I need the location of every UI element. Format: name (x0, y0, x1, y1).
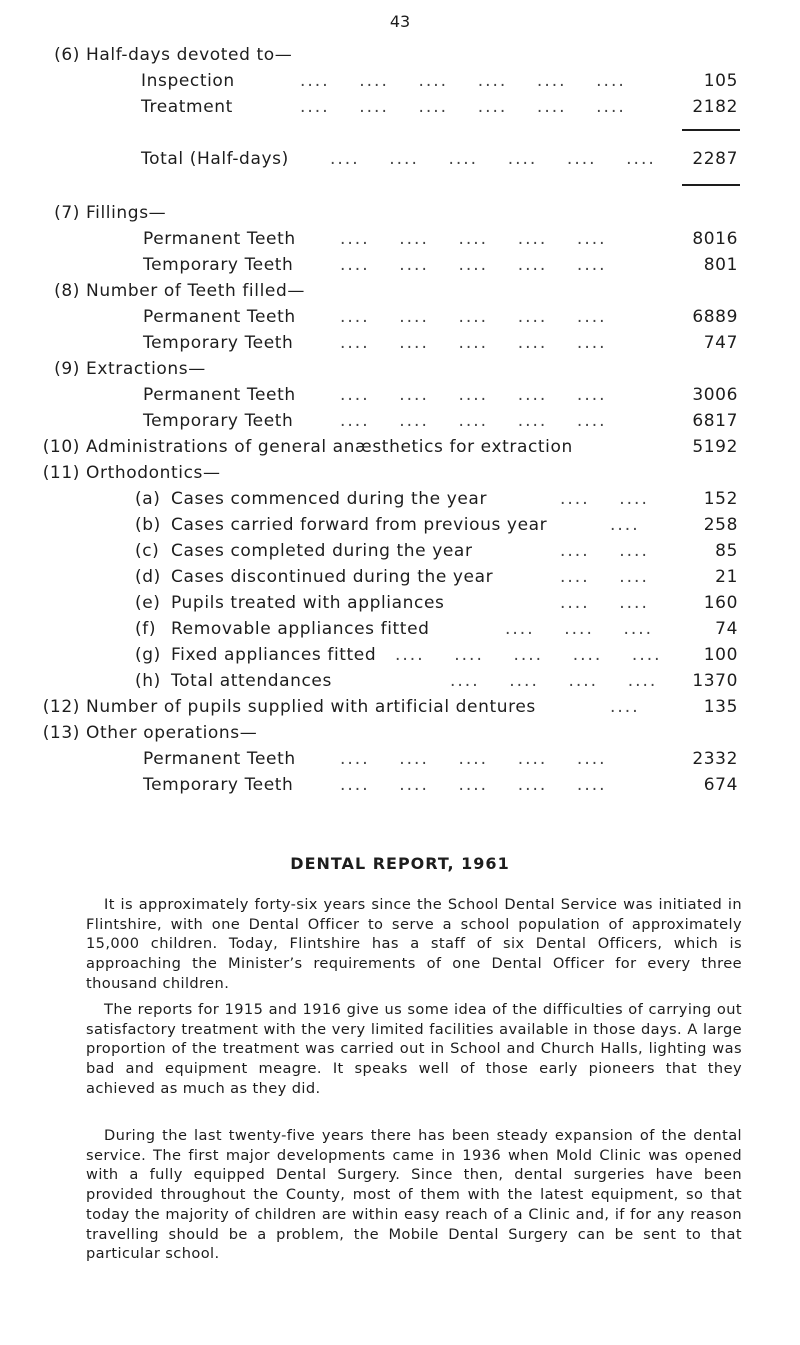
row-value: 160 (703, 593, 738, 613)
row-label: Pupils treated with appliances (171, 593, 445, 613)
orthodontics-row (0, 593, 800, 617)
row-label: Number of pupils supplied with artificial dentures (86, 697, 536, 717)
leader-dots: .... .... .... (505, 619, 654, 639)
row-value: 5192 (692, 437, 738, 457)
leader-dots: .... (610, 515, 640, 535)
leader-dots: .... .... (560, 541, 649, 561)
item-letter: (f) (135, 619, 157, 639)
section-7-heading (0, 203, 800, 227)
row-value: 135 (703, 697, 738, 717)
row-label: Inspection (141, 71, 235, 91)
leader-dots: .... .... .... .... (450, 671, 658, 691)
orthodontics-row (0, 567, 800, 591)
orthodontics-row (0, 515, 800, 539)
item-letter: (c) (135, 541, 160, 561)
report-paragraph: It is approximately forty-six years since the School Dental Service was initiated in Flintshire, with one Dental Officer to serve a school population of approximately 15,000 children. Today, Flintshire has a staff of six Dental Officers, which is approaching the Minister’s requirements of one Dental Officer for every three thousand children. (86, 896, 742, 992)
row-label: Permanent Teeth (143, 307, 296, 327)
filled-temporary-row (0, 333, 800, 357)
leader-dots: .... .... (560, 567, 649, 587)
row-label: Total attendances (171, 671, 332, 691)
row-value: 6889 (692, 307, 738, 327)
row-label: Cases carried forward from previous year (171, 515, 548, 535)
section-number: (13) (42, 723, 80, 743)
treatment-row (0, 97, 800, 121)
extractions-permanent-row (0, 385, 800, 409)
section-9-heading (0, 359, 800, 383)
leader-dots: .... .... .... .... .... (395, 645, 662, 665)
section-number: (8) (54, 281, 80, 301)
leader-dots: .... .... .... .... .... (340, 385, 607, 405)
leader-dots: .... .... .... .... .... .... (330, 149, 656, 169)
orthodontics-row (0, 489, 800, 513)
leader-dots: .... .... .... .... .... (340, 775, 607, 795)
section-title: Other operations— (86, 723, 258, 743)
row-value: 100 (703, 645, 738, 665)
section-12-row (0, 697, 800, 721)
item-letter: (g) (135, 645, 161, 665)
row-label: Treatment (141, 97, 233, 117)
section-number: (7) (54, 203, 80, 223)
row-value: 8016 (692, 229, 738, 249)
inspection-row (0, 71, 800, 95)
section-title: Number of Teeth filled— (86, 281, 305, 301)
section-13-heading (0, 723, 800, 747)
orthodontics-row (0, 541, 800, 565)
leader-dots: .... .... (560, 489, 649, 509)
fillings-permanent-row (0, 229, 800, 253)
row-value: 1370 (692, 671, 738, 691)
extractions-temporary-row (0, 411, 800, 435)
item-letter: (h) (135, 671, 161, 691)
row-label: Total (Half-days) (141, 149, 289, 169)
total-half-days-row (0, 149, 800, 173)
item-letter: (a) (135, 489, 161, 509)
row-label: Permanent Teeth (143, 749, 296, 769)
orthodontics-row (0, 671, 800, 695)
row-value: 747 (703, 333, 738, 353)
fillings-temporary-row (0, 255, 800, 279)
subtotal-rule (682, 129, 740, 131)
leader-dots: .... .... .... .... .... (340, 255, 607, 275)
section-11-heading (0, 463, 800, 487)
report-paragraph: During the last twenty-five years there has been steady expansion of the dental service. The first major developments came in 1936 when Mold Clinic was opened with a fully equipped Dental Surgery. Since then, dental surgeries have been provided throughout the County, most of them with the latest equipment, so that today the majority of children are within easy reach of a Clinic and, if for any reason travelling should be a problem, the Mobile Dental Surgery can be sent to that particular school. (86, 1127, 742, 1263)
row-label: Administrations of general anæsthetics for extraction (86, 437, 573, 457)
orthodontics-row (0, 645, 800, 669)
leader-dots: .... (610, 697, 640, 717)
other-ops-permanent-row (0, 749, 800, 773)
leader-dots: .... .... .... .... .... .... (300, 71, 626, 91)
section-title: Half-days devoted to— (86, 45, 293, 65)
row-value: 6817 (692, 411, 738, 431)
row-value: 2287 (692, 149, 738, 169)
section-6-heading (0, 45, 800, 69)
section-number: (12) (42, 697, 80, 717)
leader-dots: .... .... .... .... .... .... (300, 97, 626, 117)
row-label: Permanent Teeth (143, 229, 296, 249)
row-value: 85 (715, 541, 738, 561)
row-value: 674 (703, 775, 738, 795)
section-number: (10) (42, 437, 80, 457)
row-value: 2182 (692, 97, 738, 117)
leader-dots: .... .... .... .... .... (340, 749, 607, 769)
row-label: Temporary Teeth (143, 411, 294, 431)
section-title: Orthodontics— (86, 463, 221, 483)
other-ops-temporary-row (0, 775, 800, 799)
row-value: 152 (703, 489, 738, 509)
row-label: Cases completed during the year (171, 541, 473, 561)
section-title: Fillings— (86, 203, 167, 223)
row-label: Cases discontinued during the year (171, 567, 494, 587)
row-value: 2332 (692, 749, 738, 769)
row-label: Fixed appliances fitted (171, 645, 377, 665)
row-label: Temporary Teeth (143, 775, 294, 795)
section-number: (9) (54, 359, 80, 379)
orthodontics-row (0, 619, 800, 643)
filled-permanent-row (0, 307, 800, 331)
page-number: 43 (389, 12, 411, 31)
section-title: Extractions— (86, 359, 206, 379)
leader-dots: .... .... .... .... .... (340, 411, 607, 431)
report-paragraph: The reports for 1915 and 1916 give us some idea of the difficulties of carrying out satisfactory treatment with the very limited facilities available in those days. A large proportion of the treatment was carried out in School and Church Halls, lighting was bad and equipment meagre. It speaks well of those early pioneers that they achieved as much as they did. (86, 1001, 742, 1097)
leader-dots: .... .... .... .... .... (340, 229, 607, 249)
section-8-heading (0, 281, 800, 305)
section-10-row (0, 437, 800, 461)
report-heading: DENTAL REPORT, 1961 (290, 854, 510, 873)
leader-dots: .... .... .... .... .... (340, 307, 607, 327)
row-value: 74 (715, 619, 738, 639)
section-number: (6) (54, 45, 80, 65)
item-letter: (d) (135, 567, 161, 587)
section-number: (11) (42, 463, 80, 483)
total-rule (682, 184, 740, 186)
row-label: Cases commenced during the year (171, 489, 488, 509)
row-value: 3006 (692, 385, 738, 405)
row-label: Temporary Teeth (143, 255, 294, 275)
row-label: Temporary Teeth (143, 333, 294, 353)
row-value: 801 (703, 255, 738, 275)
row-value: 258 (703, 515, 738, 535)
item-letter: (b) (135, 515, 161, 535)
row-value: 105 (703, 71, 738, 91)
item-letter: (e) (135, 593, 161, 613)
row-label: Removable appliances fitted (171, 619, 430, 639)
row-value: 21 (715, 567, 738, 587)
row-label: Permanent Teeth (143, 385, 296, 405)
leader-dots: .... .... .... .... .... (340, 333, 607, 353)
leader-dots: .... .... (560, 593, 649, 613)
